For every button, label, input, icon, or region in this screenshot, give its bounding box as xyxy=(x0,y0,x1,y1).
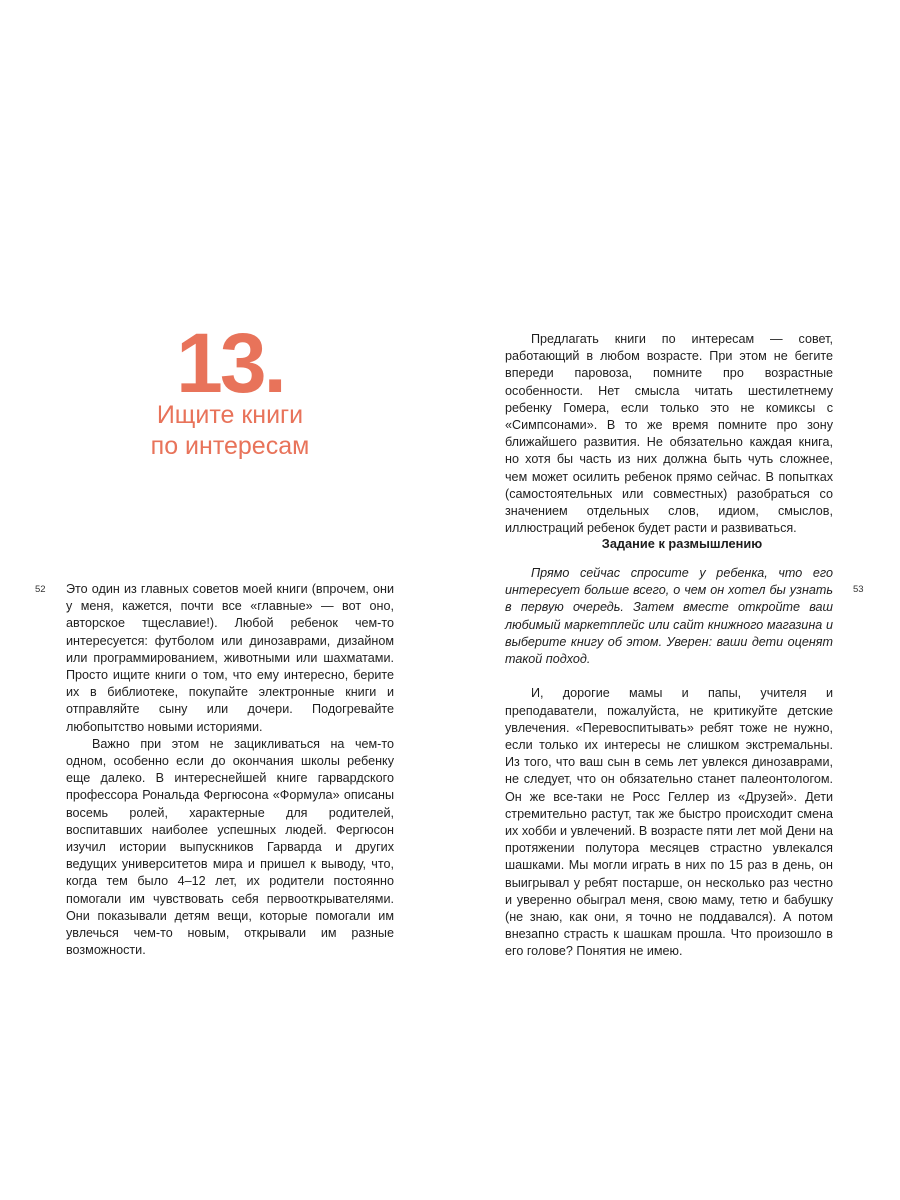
right-page-task-section xyxy=(505,536,833,961)
left-page-body xyxy=(66,581,394,959)
right-page-intro xyxy=(505,331,833,537)
chapter-title-line-2: по интересам xyxy=(150,432,310,460)
chapter-title xyxy=(100,400,360,462)
body-paragraph: Это один из главных советов моей книги (впрочем, они у меня, кажется, почти все «главные» — вот оно, авторское тщеславие!). Любой ребенок чем-то интересуется: футболом или динозаврами, дизайном или программированием, животными или шахматами. Просто ищите книги о том, что ему интересно, берите их в библиотеке, покупайте электронные книги и отправляйте сыну или дочери. Подогревайте любопытство новыми историями. xyxy=(66,582,394,734)
chapter-title-line-1: Ищите книги xyxy=(156,401,304,429)
task-heading: Задание к размышлению xyxy=(601,536,763,551)
body-paragraph: Предлагать книги по интересам — совет, работающий в любом возрасте. При этом не бегите впереди паровоза, помните про возрастные особенности. Нет смысла читать шестилетнему ребенку Гомера, если только это не комиксы с «Симпсонами». В то же время помните про зону ближайшего развития. Не обязательно каждая книга, но хотя бы часть из них должна быть чуть сложнее, чем может осилить ребенок прямо сейчас. В попытках (самостоятельных или совместных) разобраться со значением отдельных слов, идиом, смыслов, иллюстраций ребенок будет расти и развиваться. xyxy=(505,332,833,536)
task-text: Прямо сейчас спросите у ребенка, что его интересует больше всего, о чем он хотел бы узнать в первую очередь. Затем вместе откройте ваш любимый маркетплейс или сайт книжного магазина и выберите книгу об этом. Уверен: ваши дети оценят такой подход. xyxy=(505,566,833,667)
body-paragraph: Важно при этом не зацикливаться на чем-то одном, особенно если до окончания школы ребенку еще далеко. В интереснейшей книге гарвардского профессора Рональда Фергюсона «Формула» описаны восемь ролей, характерные для родителей, воспитавших наиболее успешных людей. Фергюсон изучил истории выпускников Гарварда и других ведущих университетов мира и пришел к выводу, что, когда тем было 4–12 лет, их родители постоянно помогали им чувствовать себя первооткрывателями. Они показывали детям вещи, которые помогали им увлечься чем-то новым, открывали им разные возможности. xyxy=(66,736,394,958)
page-number-right: 53 xyxy=(853,584,864,595)
paragraph-gap xyxy=(505,668,833,685)
body-paragraph: И, дорогие мамы и папы, учителя и преподаватели, пожалуйста, не критикуйте детские увлечения. «Перевоспитывать» ребят тоже не нужно, если только их интересы не слишком экстремальны. Из того, что ваш сын в семь лет увлекся динозаврами, не следует, что он обязательно станет палеонтологом. Он же все-таки не Росс Геллер из «Друзей». Дети стремительно растут, так же быстро происходит смена их хобби и увлечений. В возрасте пяти лет мой Дени на протяжении полутора месяцев страстно увлекался шашками. Мы могли играть в них по 15 раз в день, он выигрывал у ребят постарше, он несколько раз честно и уверенно обыграл меня, свою маму, тетю и бабушку (не знаю, как они, я точно не поддавался). А потом внезапно страсть к шашкам прошла. Что произошло в его голове? Понятия не имею. xyxy=(505,686,833,959)
page-number-left: 52 xyxy=(35,584,46,595)
chapter-number: 13. xyxy=(176,316,284,410)
